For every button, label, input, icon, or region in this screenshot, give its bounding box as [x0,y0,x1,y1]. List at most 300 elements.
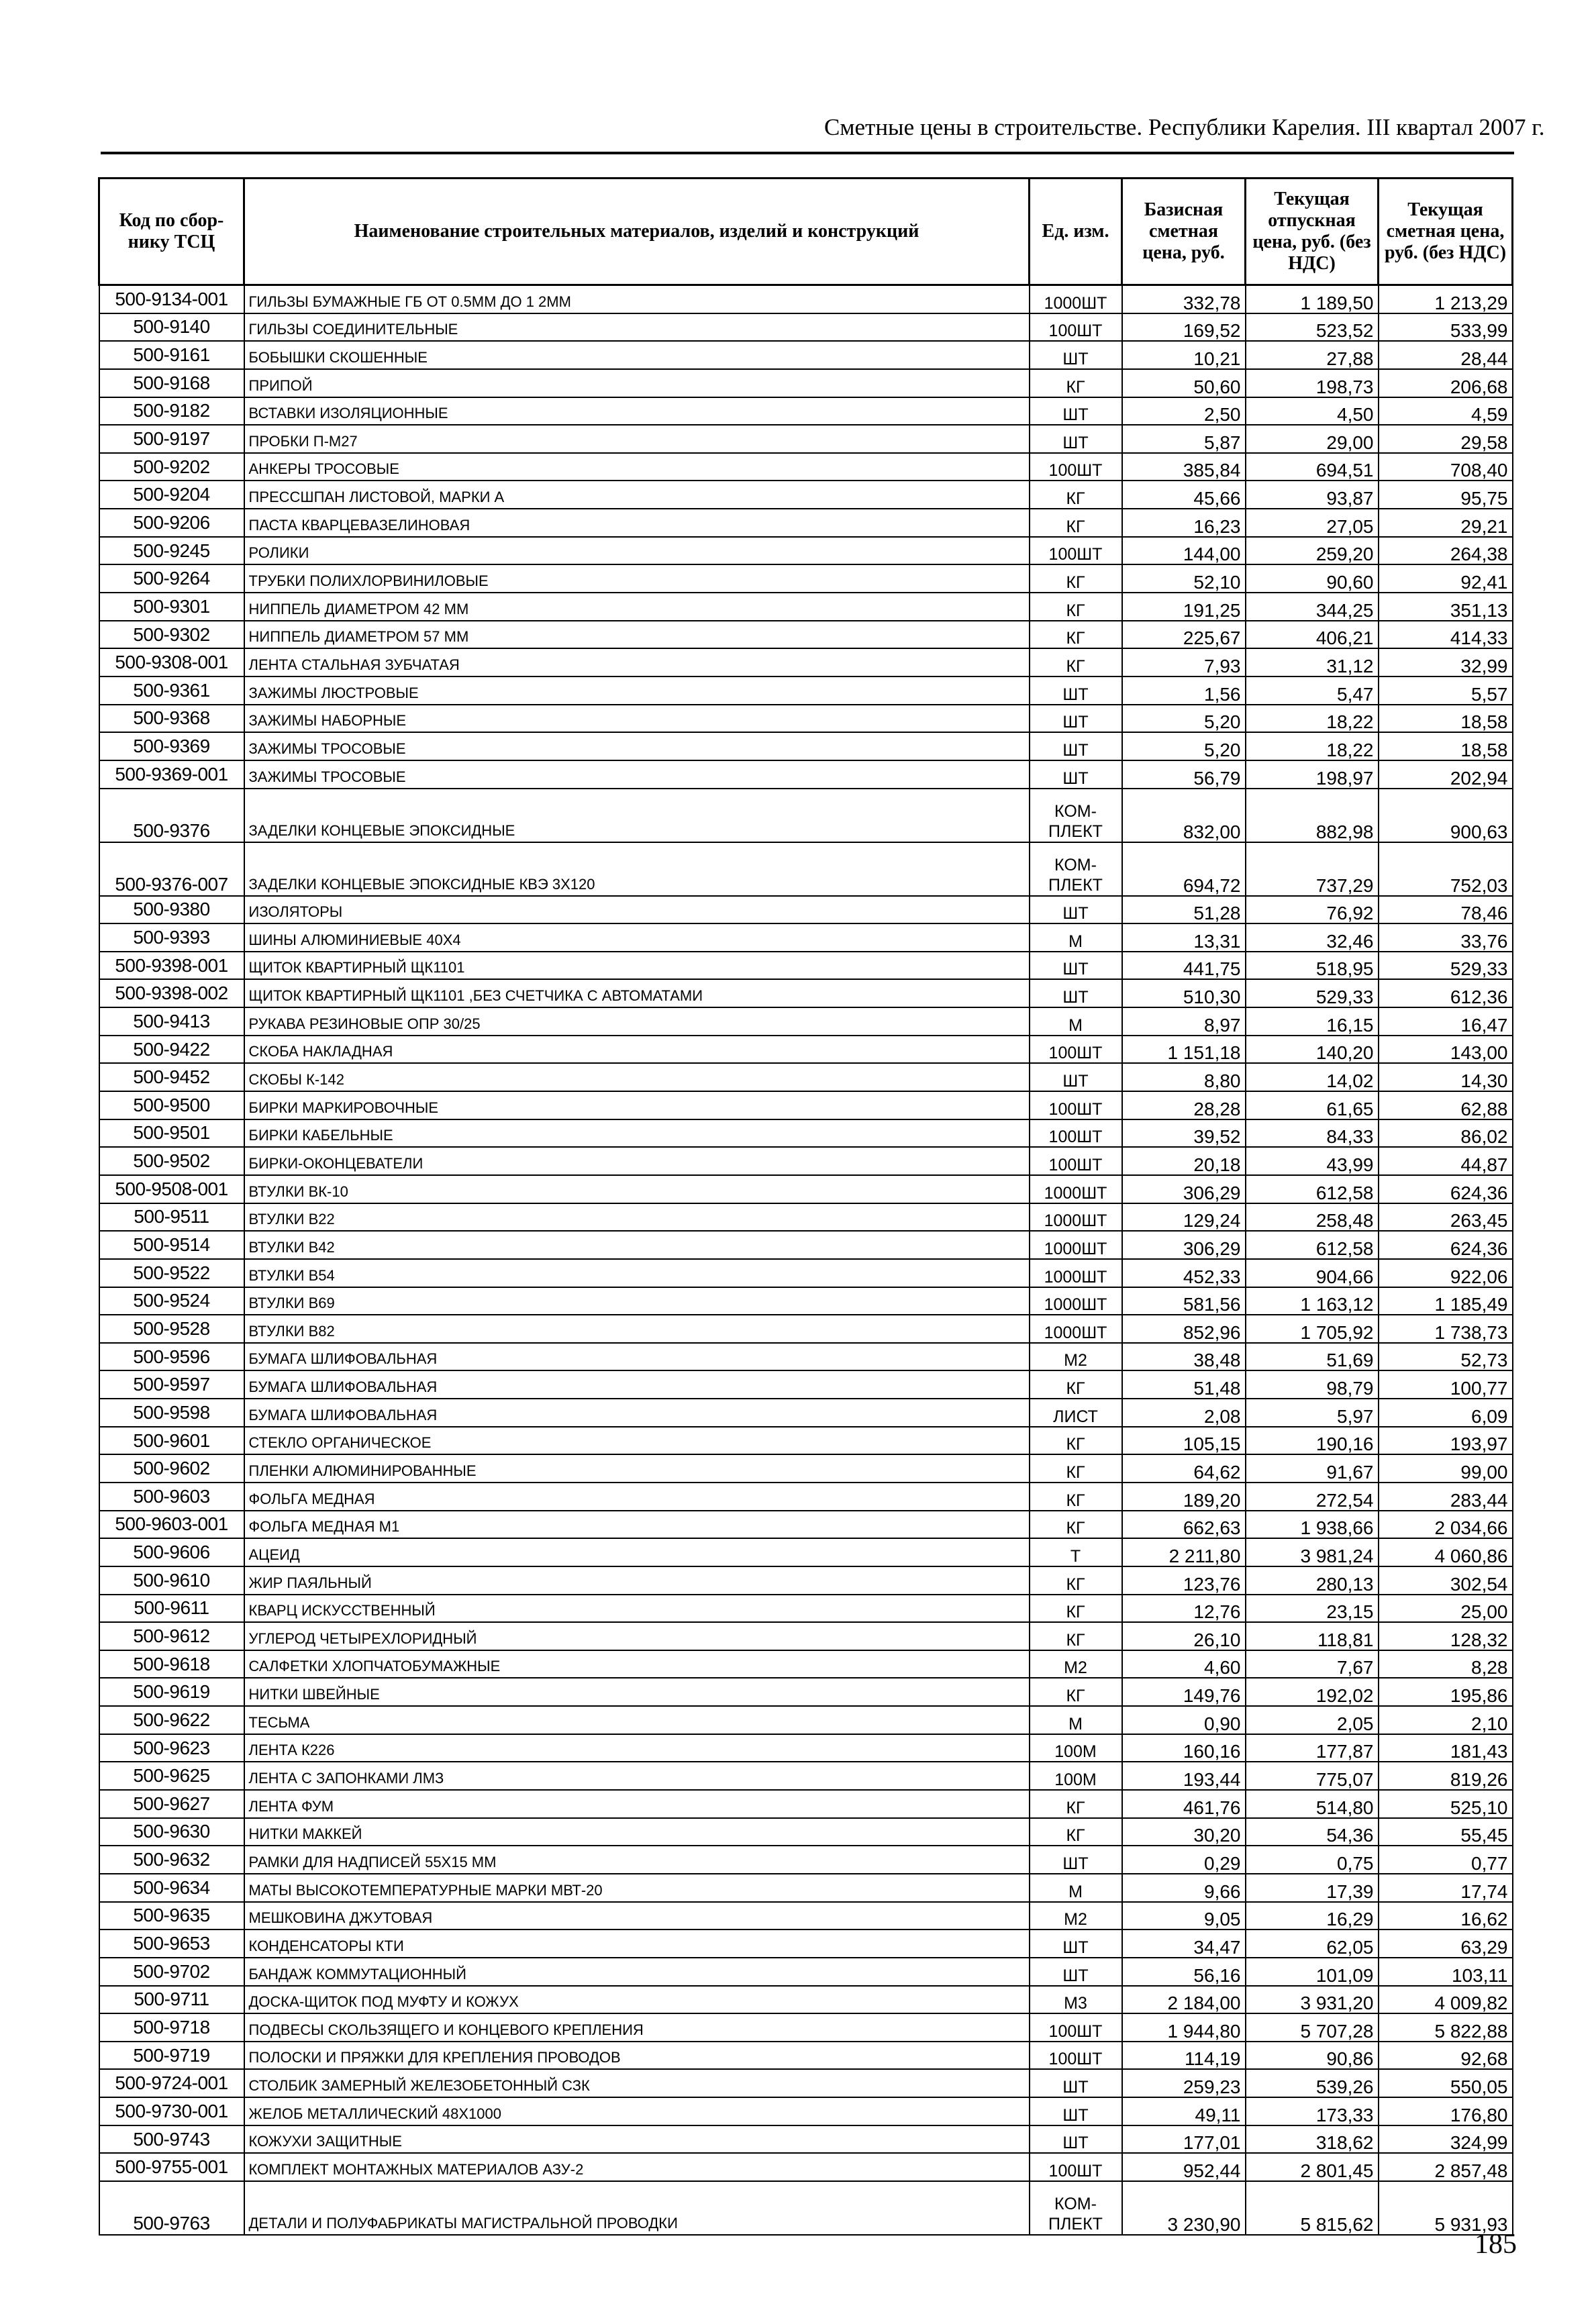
row-code: 500-9730-001 [99,2097,244,2125]
row-name: АЦЕИД [244,1538,1030,1566]
row-unit: М3 [1030,1986,1122,2014]
row-name: ФОЛЬГА МЕДНАЯ М1 [244,1511,1030,1539]
row-unit: М2 [1030,1343,1122,1371]
row-estimate-price: 78,46 [1379,896,1513,924]
row-code: 500-9597 [99,1370,244,1399]
table-row [99,1734,1513,1762]
row-code: 500-9413 [99,1007,244,1036]
row-base-price: 306,29 [1122,1231,1246,1259]
row-estimate-price: 28,44 [1379,341,1513,369]
row-estimate-price: 92,68 [1379,2042,1513,2070]
row-base-price: 5,87 [1122,425,1246,453]
row-base-price: 452,33 [1122,1259,1246,1287]
row-base-price: 1 944,80 [1122,2013,1246,2042]
row-name: ТРУБКИ ПОЛИХЛОРВИНИЛОВЫЕ [244,564,1030,593]
row-name: АНКЕРЫ ТРОСОВЫЕ [244,453,1030,481]
row-release-price: 406,21 [1246,621,1379,649]
table-row [99,1986,1513,2014]
row-release-price: 140,20 [1246,1036,1379,1064]
row-unit: 100ШТ [1030,2042,1122,2070]
row-name: БИРКИ МАРКИРОВОЧНЫЕ [244,1091,1030,1119]
row-release-price: 7,67 [1246,1650,1379,1678]
row-base-price: 64,62 [1122,1454,1246,1483]
row-unit: КГ [1030,481,1122,509]
table-header-row [99,179,1513,285]
row-estimate-price: 263,45 [1379,1203,1513,1232]
row-release-price: 694,51 [1246,453,1379,481]
row-estimate-price: 302,54 [1379,1566,1513,1595]
table-row [99,1036,1513,1064]
row-estimate-price: 206,68 [1379,369,1513,397]
row-name: МАТЫ ВЫСОКОТЕМПЕРАТУРНЫЕ МАРКИ МВТ-20 [244,1874,1030,1902]
table-row [99,952,1513,980]
row-code: 500-9630 [99,1818,244,1846]
page-number: 185 [1475,2229,1517,2260]
row-code: 500-9653 [99,1929,244,1958]
row-code: 500-9202 [99,453,244,481]
table-row [99,481,1513,509]
row-unit: ШТ [1030,676,1122,705]
row-base-price: 10,21 [1122,341,1246,369]
row-code: 500-9301 [99,593,244,621]
row-estimate-price: 17,74 [1379,1874,1513,1902]
row-release-price: 101,09 [1246,1958,1379,1986]
table-row [99,397,1513,425]
row-unit: 100ШТ [1030,1147,1122,1175]
row-code: 500-9524 [99,1287,244,1315]
row-name: СКОБА НАКЛАДНАЯ [244,1036,1030,1064]
row-release-price: 62,05 [1246,1929,1379,1958]
table-row [99,1595,1513,1623]
row-code: 500-9598 [99,1399,244,1427]
row-name: ВТУЛКИ В42 [244,1231,1030,1259]
row-name: ШИНЫ АЛЮМИНИЕВЫЕ 40Х4 [244,923,1030,952]
row-unit: ШТ [1030,397,1122,425]
table-row [99,676,1513,705]
row-unit: 100ШТ [1030,2153,1122,2181]
row-unit: ШТ [1030,1846,1122,1874]
row-release-price: 118,81 [1246,1622,1379,1650]
row-code: 500-9422 [99,1036,244,1064]
row-name: БУМАГА ШЛИФОВАЛЬНАЯ [244,1370,1030,1399]
row-release-price: 0,75 [1246,1846,1379,1874]
row-release-price: 612,58 [1246,1175,1379,1203]
row-base-price: 50,60 [1122,369,1246,397]
table-row [99,705,1513,733]
row-code: 500-9369 [99,732,244,760]
table-row [99,1091,1513,1119]
row-code: 500-9622 [99,1706,244,1734]
row-estimate-price: 2,10 [1379,1706,1513,1734]
row-code: 500-9711 [99,1986,244,2014]
row-code: 500-9500 [99,1091,244,1119]
row-base-price: 189,20 [1122,1483,1246,1511]
row-base-price: 114,19 [1122,2042,1246,2070]
row-estimate-price: 128,32 [1379,1622,1513,1650]
row-base-price: 105,15 [1122,1427,1246,1455]
row-unit: 100М [1030,1762,1122,1790]
row-unit: М2 [1030,1650,1122,1678]
row-estimate-price: 33,76 [1379,923,1513,952]
row-code: 500-9511 [99,1203,244,1232]
row-code: 500-9514 [99,1231,244,1259]
row-name: КОМПЛЕКТ МОНТАЖНЫХ МАТЕРИАЛОВ АЗУ-2 [244,2153,1030,2181]
row-base-price: 4,60 [1122,1650,1246,1678]
row-unit: ШТ [1030,1063,1122,1091]
price-table-container [98,177,1513,2236]
row-code: 500-9596 [99,1343,244,1371]
row-code: 500-9612 [99,1622,244,1650]
row-name: СКОБЫ К-142 [244,1063,1030,1091]
row-code: 500-9182 [99,397,244,425]
row-name: БУМАГА ШЛИФОВАЛЬНАЯ [244,1343,1030,1371]
table-row [99,1929,1513,1958]
row-name: ЩИТОК КВАРТИРНЫЙ ЩК1101 [244,952,1030,980]
row-estimate-price: 193,97 [1379,1427,1513,1455]
row-release-price: 173,33 [1246,2097,1379,2125]
table-row [99,621,1513,649]
row-base-price: 259,23 [1122,2069,1246,2097]
table-row [99,1650,1513,1678]
row-release-price: 539,26 [1246,2069,1379,2097]
table-row [99,1874,1513,1902]
row-code: 500-9368 [99,705,244,733]
row-unit: М2 [1030,1902,1122,1930]
row-base-price: 2,50 [1122,397,1246,425]
row-estimate-price: 550,05 [1379,2069,1513,2097]
row-release-price: 51,69 [1246,1343,1379,1371]
table-row [99,1007,1513,1036]
row-base-price: 51,28 [1122,896,1246,924]
row-code: 500-9204 [99,481,244,509]
row-release-price: 518,95 [1246,952,1379,980]
table-row [99,1706,1513,1734]
row-base-price: 9,05 [1122,1902,1246,1930]
row-unit: 1000ШТ [1030,1315,1122,1343]
row-estimate-price: 4 009,82 [1379,1986,1513,2014]
row-release-price: 1 163,12 [1246,1287,1379,1315]
row-code: 500-9161 [99,341,244,369]
row-code: 500-9634 [99,1874,244,1902]
row-estimate-price: 1 185,49 [1379,1287,1513,1315]
row-name: СТОЛБИК ЗАМЕРНЫЙ ЖЕЛЕЗОБЕТОННЫЙ СЗК [244,2069,1030,2097]
table-row [99,2013,1513,2042]
row-base-price: 461,76 [1122,1790,1246,1818]
row-name: БИРКИ-ОКОНЦЕВАТЕЛИ [244,1147,1030,1175]
row-unit: КГ [1030,1454,1122,1483]
row-estimate-price: 4,59 [1379,397,1513,425]
row-estimate-price: 533,99 [1379,313,1513,342]
table-row [99,564,1513,593]
table-row [99,1370,1513,1399]
row-unit: 100ШТ [1030,453,1122,481]
row-release-price: 775,07 [1246,1762,1379,1790]
row-release-price: 91,67 [1246,1454,1379,1483]
row-unit: КГ [1030,509,1122,537]
row-name: УГЛЕРОД ЧЕТЫРЕХЛОРИДНЫЙ [244,1622,1030,1650]
row-release-price: 612,58 [1246,1231,1379,1259]
row-unit: ШТ [1030,341,1122,369]
row-estimate-price: 103,11 [1379,1958,1513,1986]
row-code: 500-9398-002 [99,979,244,1007]
table-row [99,1399,1513,1427]
row-code: 500-9264 [99,564,244,593]
row-code: 500-9501 [99,1119,244,1148]
row-unit: ШТ [1030,732,1122,760]
row-estimate-price: 624,36 [1379,1231,1513,1259]
row-estimate-price: 5 822,88 [1379,2013,1513,2042]
row-name: МЕШКОВИНА ДЖУТОВАЯ [244,1902,1030,1930]
row-estimate-price: 5 931,93 [1379,2181,1513,2235]
row-name: ФОЛЬГА МЕДНАЯ [244,1483,1030,1511]
row-unit: КОМ-ПЛЕКТ [1030,842,1122,896]
row-estimate-price: 324,99 [1379,2125,1513,2154]
row-unit: М [1030,1874,1122,1902]
column-header-name: Наименование строительных материалов, изделий и конструкций [244,179,1030,285]
table-row [99,1259,1513,1287]
column-header-release-price: Текущая отпускная цена, руб. (без НДС) [1246,179,1379,285]
row-unit: КГ [1030,1511,1122,1539]
row-code: 500-9302 [99,621,244,649]
row-code: 500-9763 [99,2181,244,2235]
row-code: 500-9452 [99,1063,244,1091]
table-row [99,1203,1513,1232]
table-row [99,2125,1513,2154]
row-release-price: 18,22 [1246,705,1379,733]
row-base-price: 45,66 [1122,481,1246,509]
table-row [99,593,1513,621]
row-name: КВАРЦ ИСКУССТВЕННЫЙ [244,1595,1030,1623]
table-row [99,1818,1513,1846]
table-row [99,341,1513,369]
row-release-price: 93,87 [1246,481,1379,509]
row-code: 500-9361 [99,676,244,705]
row-estimate-price: 16,62 [1379,1902,1513,1930]
row-base-price: 149,76 [1122,1678,1246,1706]
row-base-price: 193,44 [1122,1762,1246,1790]
row-estimate-price: 52,73 [1379,1343,1513,1371]
row-estimate-price: 525,10 [1379,1790,1513,1818]
row-release-price: 259,20 [1246,537,1379,565]
table-row [99,1315,1513,1343]
table-row [99,537,1513,565]
row-unit: КГ [1030,648,1122,676]
row-release-price: 27,05 [1246,509,1379,537]
row-base-price: 191,25 [1122,593,1246,621]
row-base-price: 385,84 [1122,453,1246,481]
row-unit: М [1030,1706,1122,1734]
row-unit: КГ [1030,1566,1122,1595]
row-name: ВТУЛКИ В69 [244,1287,1030,1315]
row-name: ИЗОЛЯТОРЫ [244,896,1030,924]
table-row [99,1958,1513,1986]
row-unit: ШТ [1030,2125,1122,2154]
row-unit: 1000ШТ [1030,1203,1122,1232]
row-unit: 1000ШТ [1030,1231,1122,1259]
row-unit: ШТ [1030,952,1122,980]
row-release-price: 272,54 [1246,1483,1379,1511]
table-row [99,732,1513,760]
row-release-price: 31,12 [1246,648,1379,676]
row-unit: М [1030,1007,1122,1036]
row-code: 500-9623 [99,1734,244,1762]
row-name: ВТУЛКИ В82 [244,1315,1030,1343]
row-name: БАНДАЖ КОММУТАЦИОННЫЙ [244,1958,1030,1986]
row-name: ПРОБКИ П-М27 [244,425,1030,453]
table-row [99,369,1513,397]
row-estimate-price: 6,09 [1379,1399,1513,1427]
row-code: 500-9398-001 [99,952,244,980]
row-release-price: 2 801,45 [1246,2153,1379,2181]
table-row [99,1343,1513,1371]
row-base-price: 694,72 [1122,842,1246,896]
table-row [99,1762,1513,1790]
row-name: РАМКИ ДЛЯ НАДПИСЕЙ 55Х15 ММ [244,1846,1030,1874]
table-row [99,1622,1513,1650]
table-row [99,1454,1513,1483]
row-base-price: 144,00 [1122,537,1246,565]
row-name: ДЕТАЛИ И ПОЛУФАБРИКАТЫ МАГИСТРАЛЬНОЙ ПРОВОДКИ [244,2181,1030,2235]
row-unit: КГ [1030,1370,1122,1399]
row-code: 500-9140 [99,313,244,342]
row-estimate-price: 181,43 [1379,1734,1513,1762]
row-estimate-price: 283,44 [1379,1483,1513,1511]
row-release-price: 27,88 [1246,341,1379,369]
table-row [99,2181,1513,2235]
row-base-price: 852,96 [1122,1315,1246,1343]
table-row [99,760,1513,789]
row-name: ЗАДЕЛКИ КОНЦЕВЫЕ ЭПОКСИДНЫЕ [244,789,1030,842]
row-code: 500-9702 [99,1958,244,1986]
row-estimate-price: 176,80 [1379,2097,1513,2125]
row-name: ЗАДЕЛКИ КОНЦЕВЫЕ ЭПОКСИДНЫЕ КВЭ 3Х120 [244,842,1030,896]
row-code: 500-9380 [99,896,244,924]
row-release-price: 17,39 [1246,1874,1379,1902]
row-estimate-price: 95,75 [1379,481,1513,509]
table-row [99,2097,1513,2125]
row-estimate-price: 32,99 [1379,648,1513,676]
row-base-price: 123,76 [1122,1566,1246,1595]
row-estimate-price: 14,30 [1379,1063,1513,1091]
row-unit: ШТ [1030,425,1122,453]
row-code: 500-9376-007 [99,842,244,896]
row-estimate-price: 2 857,48 [1379,2153,1513,2181]
row-base-price: 0,90 [1122,1706,1246,1734]
row-base-price: 51,48 [1122,1370,1246,1399]
table-row [99,1119,1513,1148]
row-unit: 1000ШТ [1030,285,1122,313]
table-row [99,842,1513,896]
row-code: 500-9606 [99,1538,244,1566]
row-estimate-price: 414,33 [1379,621,1513,649]
row-release-price: 54,36 [1246,1818,1379,1846]
row-code: 500-9632 [99,1846,244,1874]
row-base-price: 952,44 [1122,2153,1246,2181]
row-code: 500-9601 [99,1427,244,1455]
table-row [99,1902,1513,1930]
column-header-estimate-price: Текущая сметная цена, руб. (без НДС) [1379,179,1513,285]
row-release-price: 90,86 [1246,2042,1379,2070]
row-estimate-price: 4 060,86 [1379,1538,1513,1566]
row-release-price: 198,73 [1246,369,1379,397]
row-release-price: 514,80 [1246,1790,1379,1818]
row-name: НИТКИ МАККЕЙ [244,1818,1030,1846]
row-name: ТЕСЬМА [244,1706,1030,1734]
table-row [99,313,1513,342]
row-code: 500-9508-001 [99,1175,244,1203]
row-estimate-price: 29,21 [1379,509,1513,537]
row-release-price: 177,87 [1246,1734,1379,1762]
row-name: РОЛИКИ [244,537,1030,565]
header-rule [101,152,1514,154]
row-base-price: 2 211,80 [1122,1538,1246,1566]
table-row [99,285,1513,313]
row-unit: КГ [1030,1427,1122,1455]
row-name: НИТКИ ШВЕЙНЫЕ [244,1678,1030,1706]
row-release-price: 3 931,20 [1246,1986,1379,2014]
table-row [99,509,1513,537]
row-code: 500-9611 [99,1595,244,1623]
row-unit: КГ [1030,1595,1122,1623]
row-estimate-price: 351,13 [1379,593,1513,621]
row-base-price: 9,66 [1122,1874,1246,1902]
row-unit: 100ШТ [1030,1119,1122,1148]
row-code: 500-9603 [99,1483,244,1511]
row-unit: ШТ [1030,2069,1122,2097]
row-release-price: 98,79 [1246,1370,1379,1399]
row-base-price: 225,67 [1122,621,1246,649]
row-base-price: 169,52 [1122,313,1246,342]
row-code: 500-9719 [99,2042,244,2070]
row-base-price: 0,29 [1122,1846,1246,1874]
row-code: 500-9618 [99,1650,244,1678]
row-estimate-price: 18,58 [1379,732,1513,760]
row-estimate-price: 624,36 [1379,1175,1513,1203]
row-base-price: 26,10 [1122,1622,1246,1650]
row-release-price: 737,29 [1246,842,1379,896]
row-base-price: 1 151,18 [1122,1036,1246,1064]
row-name: ВТУЛКИ ВК-10 [244,1175,1030,1203]
row-base-price: 20,18 [1122,1147,1246,1175]
row-estimate-price: 922,06 [1379,1259,1513,1287]
row-code: 500-9743 [99,2125,244,2154]
row-base-price: 16,23 [1122,509,1246,537]
row-estimate-price: 29,58 [1379,425,1513,453]
row-code: 500-9603-001 [99,1511,244,1539]
row-base-price: 8,97 [1122,1007,1246,1036]
row-base-price: 7,93 [1122,648,1246,676]
row-code: 500-9724-001 [99,2069,244,2097]
row-release-price: 192,02 [1246,1678,1379,1706]
row-name: ВСТАВКИ ИЗОЛЯЦИОННЫЕ [244,397,1030,425]
row-name: ЖИР ПАЯЛЬНЫЙ [244,1566,1030,1595]
row-release-price: 18,22 [1246,732,1379,760]
row-base-price: 832,00 [1122,789,1246,842]
row-unit: ШТ [1030,705,1122,733]
row-name: НИППЕЛЬ ДИАМЕТРОМ 42 ММ [244,593,1030,621]
row-unit: ШТ [1030,896,1122,924]
row-release-price: 3 981,24 [1246,1538,1379,1566]
row-unit: ЛИСТ [1030,1399,1122,1427]
row-unit: КГ [1030,1678,1122,1706]
row-unit: КГ [1030,1790,1122,1818]
row-code: 500-9625 [99,1762,244,1790]
row-name: ДОСКА-ЩИТОК ПОД МУФТУ И КОЖУХ [244,1986,1030,2014]
row-release-price: 43,99 [1246,1147,1379,1175]
row-unit: КГ [1030,1622,1122,1650]
row-estimate-price: 8,28 [1379,1650,1513,1678]
row-release-price: 5,47 [1246,676,1379,705]
